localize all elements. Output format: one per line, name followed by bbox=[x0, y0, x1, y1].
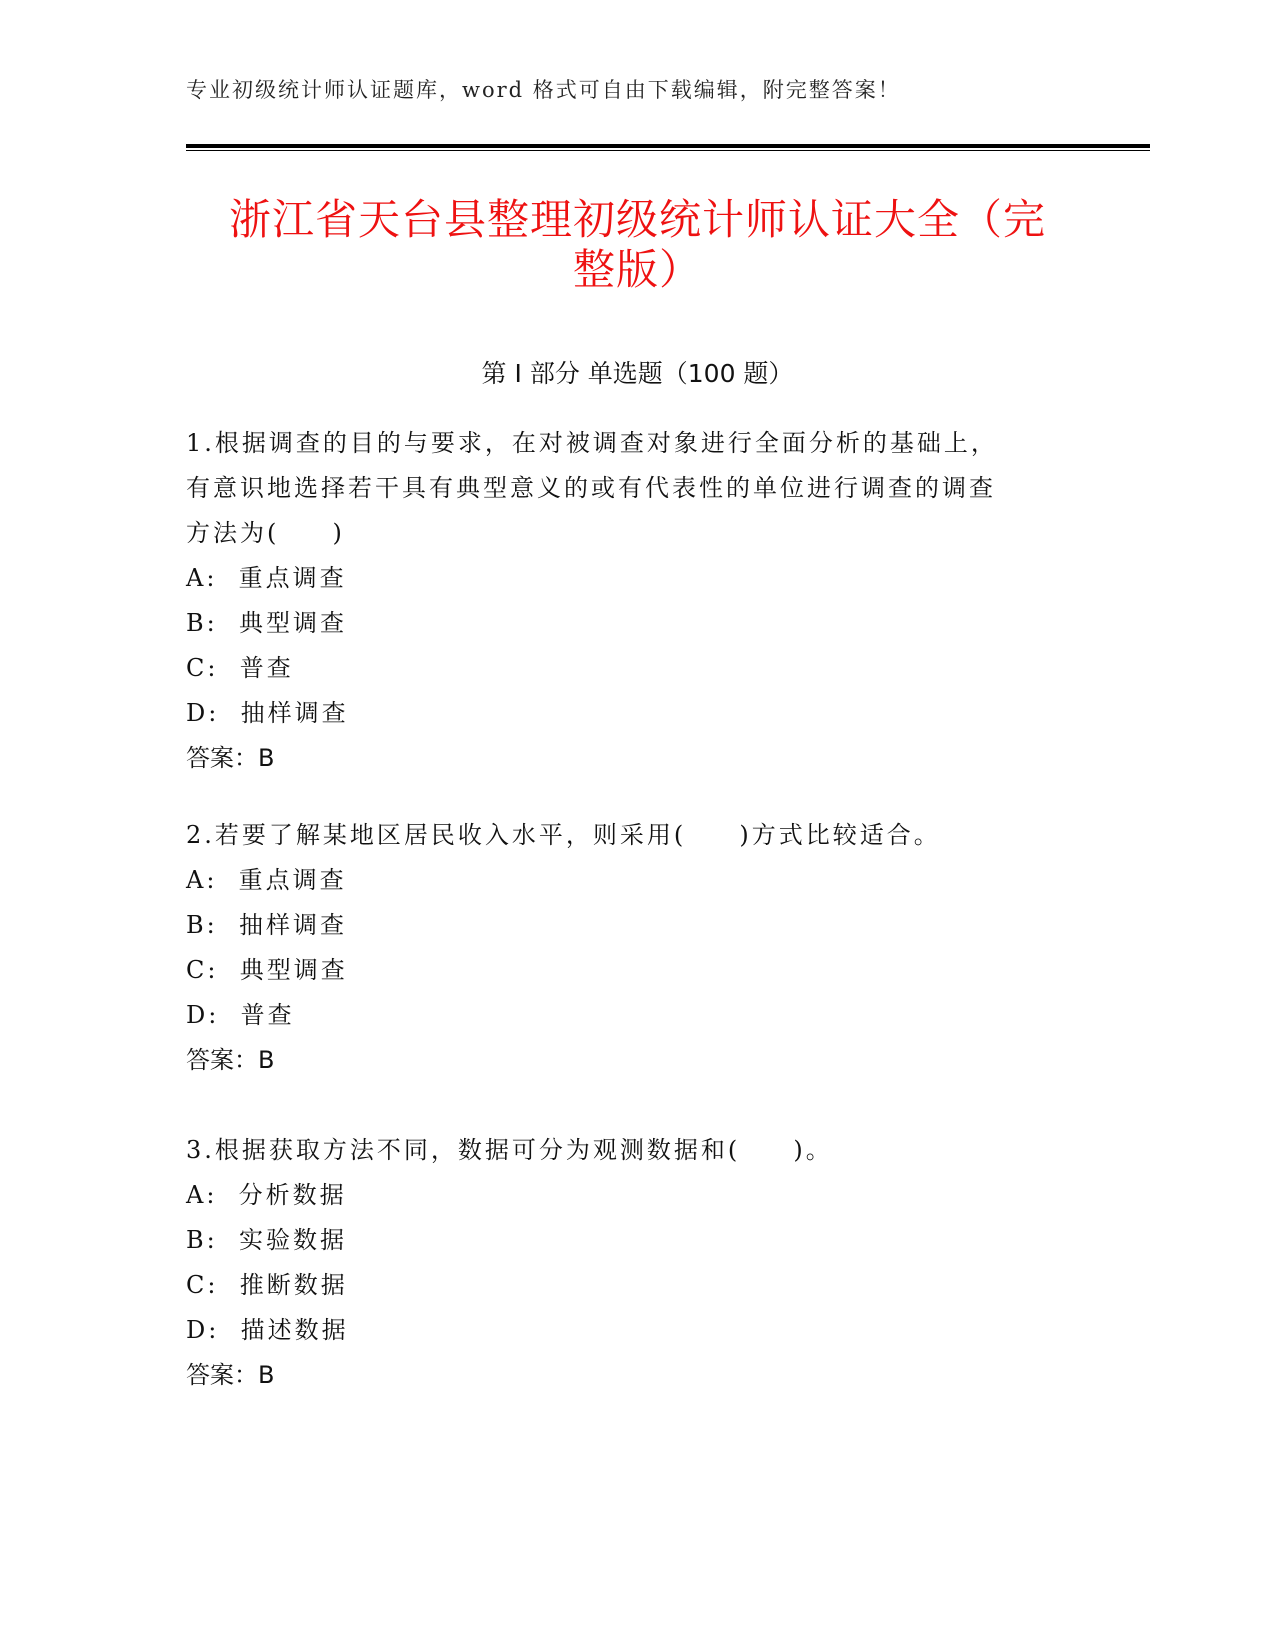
option-b: B: 实验数据 bbox=[186, 1226, 347, 1254]
question-2 bbox=[186, 813, 1086, 1083]
option-a: A: 分析数据 bbox=[186, 1181, 347, 1209]
header-note: 专业初级统计师认证题库，word 格式可自由下载编辑，附完整答案！ bbox=[186, 78, 901, 102]
question-stem-line: 有意识地选择若干具有典型意义的或有代表性的单位进行调查的调查 bbox=[186, 474, 996, 502]
question-stem-line: 1.根据调查的目的与要求，在对被调查对象进行全面分析的基础上， bbox=[186, 429, 998, 457]
answer-line: 答案：B bbox=[186, 1361, 275, 1389]
document-title-line-1: 浙江省天台县整理初级统计师认证大全（完 bbox=[228, 195, 1046, 244]
option-b: B: 抽样调查 bbox=[186, 911, 347, 939]
header-divider-thick bbox=[186, 144, 1150, 148]
question-3 bbox=[186, 1128, 1086, 1398]
document-title-line-2: 整版） bbox=[572, 245, 702, 294]
answer-line: 答案：B bbox=[186, 1046, 275, 1074]
question-stem-line: 3.根据获取方法不同，数据可分为观测数据和( )。 bbox=[186, 1136, 833, 1164]
option-b: B: 典型调查 bbox=[186, 609, 347, 637]
option-c: C: 普查 bbox=[186, 654, 294, 682]
header-divider-thin bbox=[186, 150, 1150, 151]
option-d: D: 描述数据 bbox=[186, 1316, 349, 1344]
document-title bbox=[150, 195, 1125, 295]
option-c: C: 典型调查 bbox=[186, 956, 348, 984]
option-a: A: 重点调查 bbox=[186, 866, 347, 894]
section-title: 第 I 部分 单选题（100 题） bbox=[481, 359, 794, 388]
question-1 bbox=[186, 421, 1086, 781]
option-a: A: 重点调查 bbox=[186, 564, 347, 592]
question-stem-line: 方法为( ) bbox=[186, 519, 345, 547]
option-d: D: 普查 bbox=[186, 1001, 295, 1029]
option-c: C: 推断数据 bbox=[186, 1271, 348, 1299]
option-d: D: 抽样调查 bbox=[186, 699, 349, 727]
answer-line: 答案：B bbox=[186, 744, 275, 772]
question-stem-line: 2.若要了解某地区居民收入水平，则采用( )方式比较适合。 bbox=[186, 821, 941, 849]
header-divider bbox=[186, 144, 1150, 152]
